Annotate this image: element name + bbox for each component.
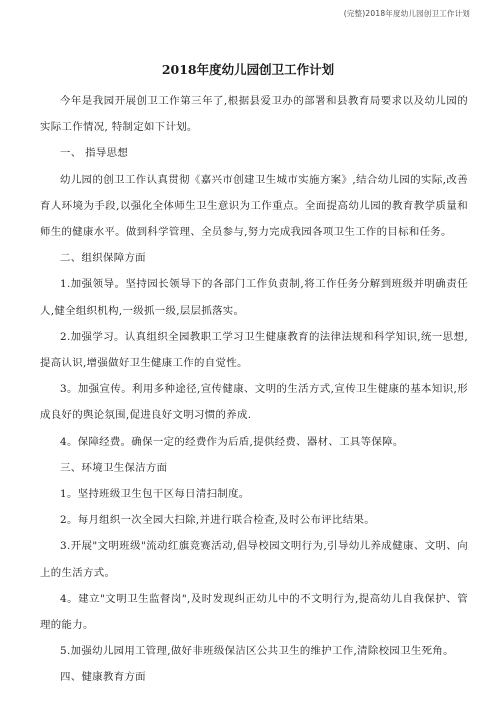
paragraph-guiding-thought: 幼儿园的创卫工作认真贯彻《嘉兴市创建卫生城市实施方案》,结合幼儿园的实际,改善育人环境为手段,以强化全体师生卫生意识为工作重点。全面提高幼儿园的教育教学质量和师生的健康水平。做到科学管理、全员参与,努力完成我园各项卫生工作的目标和任务。 [40,173,468,239]
section-heading-health-education: 四、健康教育方面 [60,671,146,684]
document-body [40,88,468,691]
list-item-leadership: 1.加强领导。坚持园长领导下的各部门工作负责制,将工作任务分解到班级并明确责任人,健全组织机构,一级抓一级,层层抓落实。 [40,278,468,317]
list-item-study: 2.加强学习。认真组织全园教职工学习卫生健康教育的法律法规和科学知识,统一思想,提高认识,增强做好卫生健康工作的自觉性。 [40,330,468,370]
list-item-monthly-cleaning: 2。每月组织一次全园大扫除,并进行联合检查,及时公布评比结果。 [60,514,376,527]
list-item-civilized-class: 3.开展"文明班级"流动红旗竞赛活动,倡导校园文明行为,引导幼儿养成健康、文明、向上的生活方式。 [40,540,468,579]
section-heading-organization: 二、组织保障方面 [60,252,146,265]
list-item-funding: 4。保障经费。确保一定的经费作为后盾,提供经费、器材、工具等保障。 [60,435,404,448]
page-header: (完整)2018年度幼儿园创卫工作计划 [343,9,470,18]
document-title: 2018年度幼儿园创卫工作计划 [161,62,335,77]
list-item-supervision-post: 4。建立"文明卫生监督岗",及时发现纠正幼儿中的不文明行为,提高幼儿自我保护、管理的能力。 [40,592,468,632]
list-item-publicity: 3。加强宣传。利用多种途径,宣传健康、文明的生活方式,宣传卫生健康的基本知识,形成良好的舆论氛围,促进良好文明习惯的养成. [40,383,468,422]
list-item-staff-management: 5.加强幼儿园用工管理,做好非班级保洁区公共卫生的维护工作,清除校园卫生死角。 [60,645,454,658]
list-item-daily-cleaning: 1。坚持班级卫生包干区每日清扫制度。 [60,488,250,501]
section-heading-environment: 三、环境卫生保洁方面 [60,461,168,474]
section-heading-guiding-thought: 一、 指导思想 [60,147,129,160]
paragraph-intro: 今年是我园开展创卫工作第三年了,根据县爱卫办的部署和县教育局要求以及幼儿园的实际工作情况, 特制定如下计划。 [40,95,468,134]
